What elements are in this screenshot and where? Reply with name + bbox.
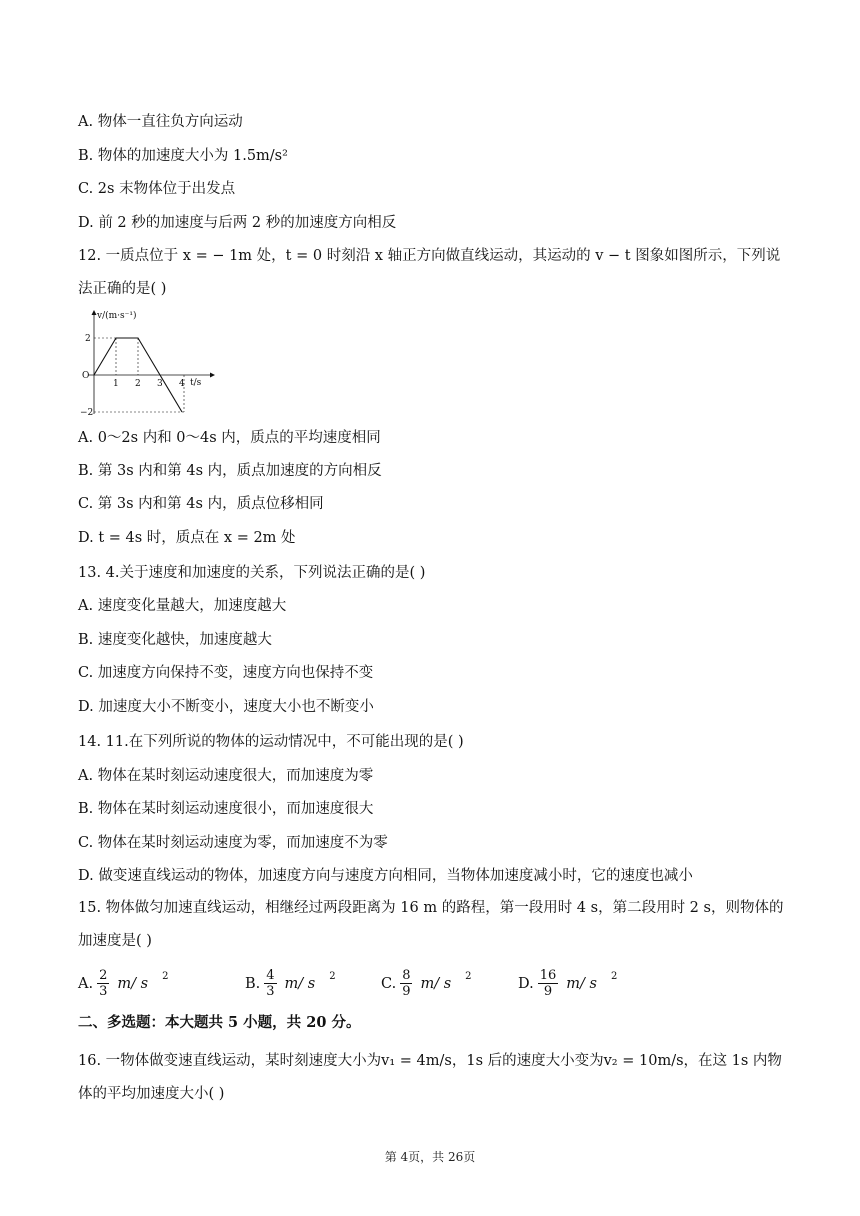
y-axis-arrow — [92, 310, 97, 315]
denominator: 3 — [99, 984, 108, 999]
q11-option-d: D. 前 2 秒的加速度与后两 2 秒的加速度方向相反 — [78, 215, 397, 231]
numerator: 8 — [402, 968, 411, 983]
q13-stem: 13. 4.关于速度和加速度的关系，下列说法正确的是( ) — [78, 565, 426, 581]
option-label: C. — [381, 975, 397, 992]
origin-label: O — [82, 371, 90, 381]
q11-option-c: C. 2s 末物体位于出发点 — [78, 181, 236, 197]
q15-option-a — [78, 968, 168, 999]
x-tick-1: 1 — [113, 379, 119, 389]
q12-stem: 12. 一质点位于 x = − 1m 处，t = 0 时刻沿 x 轴正方向做直线运动，其运动的 v − t 图象如图所示，下列说法正确的是( ) — [78, 248, 781, 297]
fraction — [264, 968, 276, 999]
q16-stem: 16. 一物体做变速直线运动，某时刻速度大小为v₁ = 4m/s，1s 后的速度大小变为v₂ = 10m/s，在这 1s 内物体的平均加速度大小( ) — [78, 1053, 782, 1102]
exponent: 2 — [465, 971, 472, 982]
fraction — [538, 968, 559, 999]
exponent: 2 — [162, 971, 169, 982]
q15-stem: 15. 物体做匀加速直线运动，相继经过两段距离为 16 m 的路程，第一段用时 4 s，第二段用时 2 s，则物体的加速度是( ) — [78, 900, 784, 949]
q11-option-a: A. 物体一直往负方向运动 — [78, 114, 243, 130]
numerator: 16 — [539, 968, 557, 983]
y-axis-label: v/(m·s⁻¹) — [97, 311, 137, 321]
denominator: 3 — [266, 984, 275, 999]
q14-option-d: D. 做变速直线运动的物体，加速度方向与速度方向相同，当物体加速度减小时，它的速度也减小 — [78, 868, 693, 884]
unit: m/ s — [117, 975, 149, 992]
x-tick-2: 2 — [135, 379, 141, 389]
unit: m/ s — [566, 975, 597, 992]
x-tick-3: 3 — [157, 379, 163, 389]
q12-option-d: D. t = 4s 时，质点在 x = 2m 处 — [78, 530, 296, 546]
section-heading-multiple-choice: 二、多选题：本大题共 5 小题，共 20 分。 — [78, 1014, 361, 1031]
denominator: 9 — [402, 984, 411, 999]
q15-option-d — [518, 968, 617, 999]
q14-stem: 14. 11.在下列所说的物体的运动情况中，不可能出现的是( ) — [78, 734, 464, 750]
option-label: D. — [518, 975, 534, 992]
exponent: 2 — [329, 971, 336, 982]
q11-option-b: B. 物体的加速度大小为 1.5m/s² — [78, 148, 288, 164]
q15-option-b — [245, 968, 336, 999]
q15-option-c — [381, 968, 472, 999]
unit: m/ s — [420, 975, 452, 992]
unit: m/ s — [284, 975, 316, 992]
q12-option-a: A. 0～2s 内和 0～4s 内，质点的平均速度相同 — [78, 430, 381, 446]
fraction — [97, 968, 109, 999]
fraction — [400, 968, 412, 999]
vt-graph — [78, 306, 218, 418]
exponent: 2 — [610, 971, 618, 982]
q14-option-c: C. 物体在某时刻运动速度为零，而加速度不为零 — [78, 835, 388, 851]
x-axis-arrow — [210, 373, 215, 378]
q13-option-b: B. 速度变化越快，加速度越大 — [78, 632, 272, 648]
option-label: B. — [245, 975, 261, 992]
x-tick-4: 4 — [179, 379, 185, 389]
q14-option-a: A. 物体在某时刻运动速度很大，而加速度为零 — [78, 768, 374, 784]
numerator: 4 — [266, 968, 275, 983]
x-axis-label: t/s — [190, 378, 202, 388]
y-tick-neg2: −2 — [80, 408, 94, 418]
option-label: A. — [78, 975, 94, 992]
numerator: 2 — [99, 968, 108, 983]
q13-option-a: A. 速度变化量越大，加速度越大 — [78, 598, 287, 614]
q13-option-d: D. 加速度大小不断变小，速度大小也不断变小 — [78, 699, 374, 715]
q15-options — [78, 968, 798, 1004]
y-tick-2: 2 — [85, 334, 91, 344]
q13-option-c: C. 加速度方向保持不变，速度方向也保持不变 — [78, 665, 374, 681]
denominator: 9 — [543, 984, 553, 999]
q14-option-b: B. 物体在某时刻运动速度很小，而加速度很大 — [78, 801, 374, 817]
page-footer: 第 4页，共 26页 — [384, 1150, 476, 1164]
q12-option-c: C. 第 3s 内和第 4s 内，质点位移相同 — [78, 496, 324, 512]
q12-option-b: B. 第 3s 内和第 4s 内，质点加速度的方向相反 — [78, 463, 382, 479]
